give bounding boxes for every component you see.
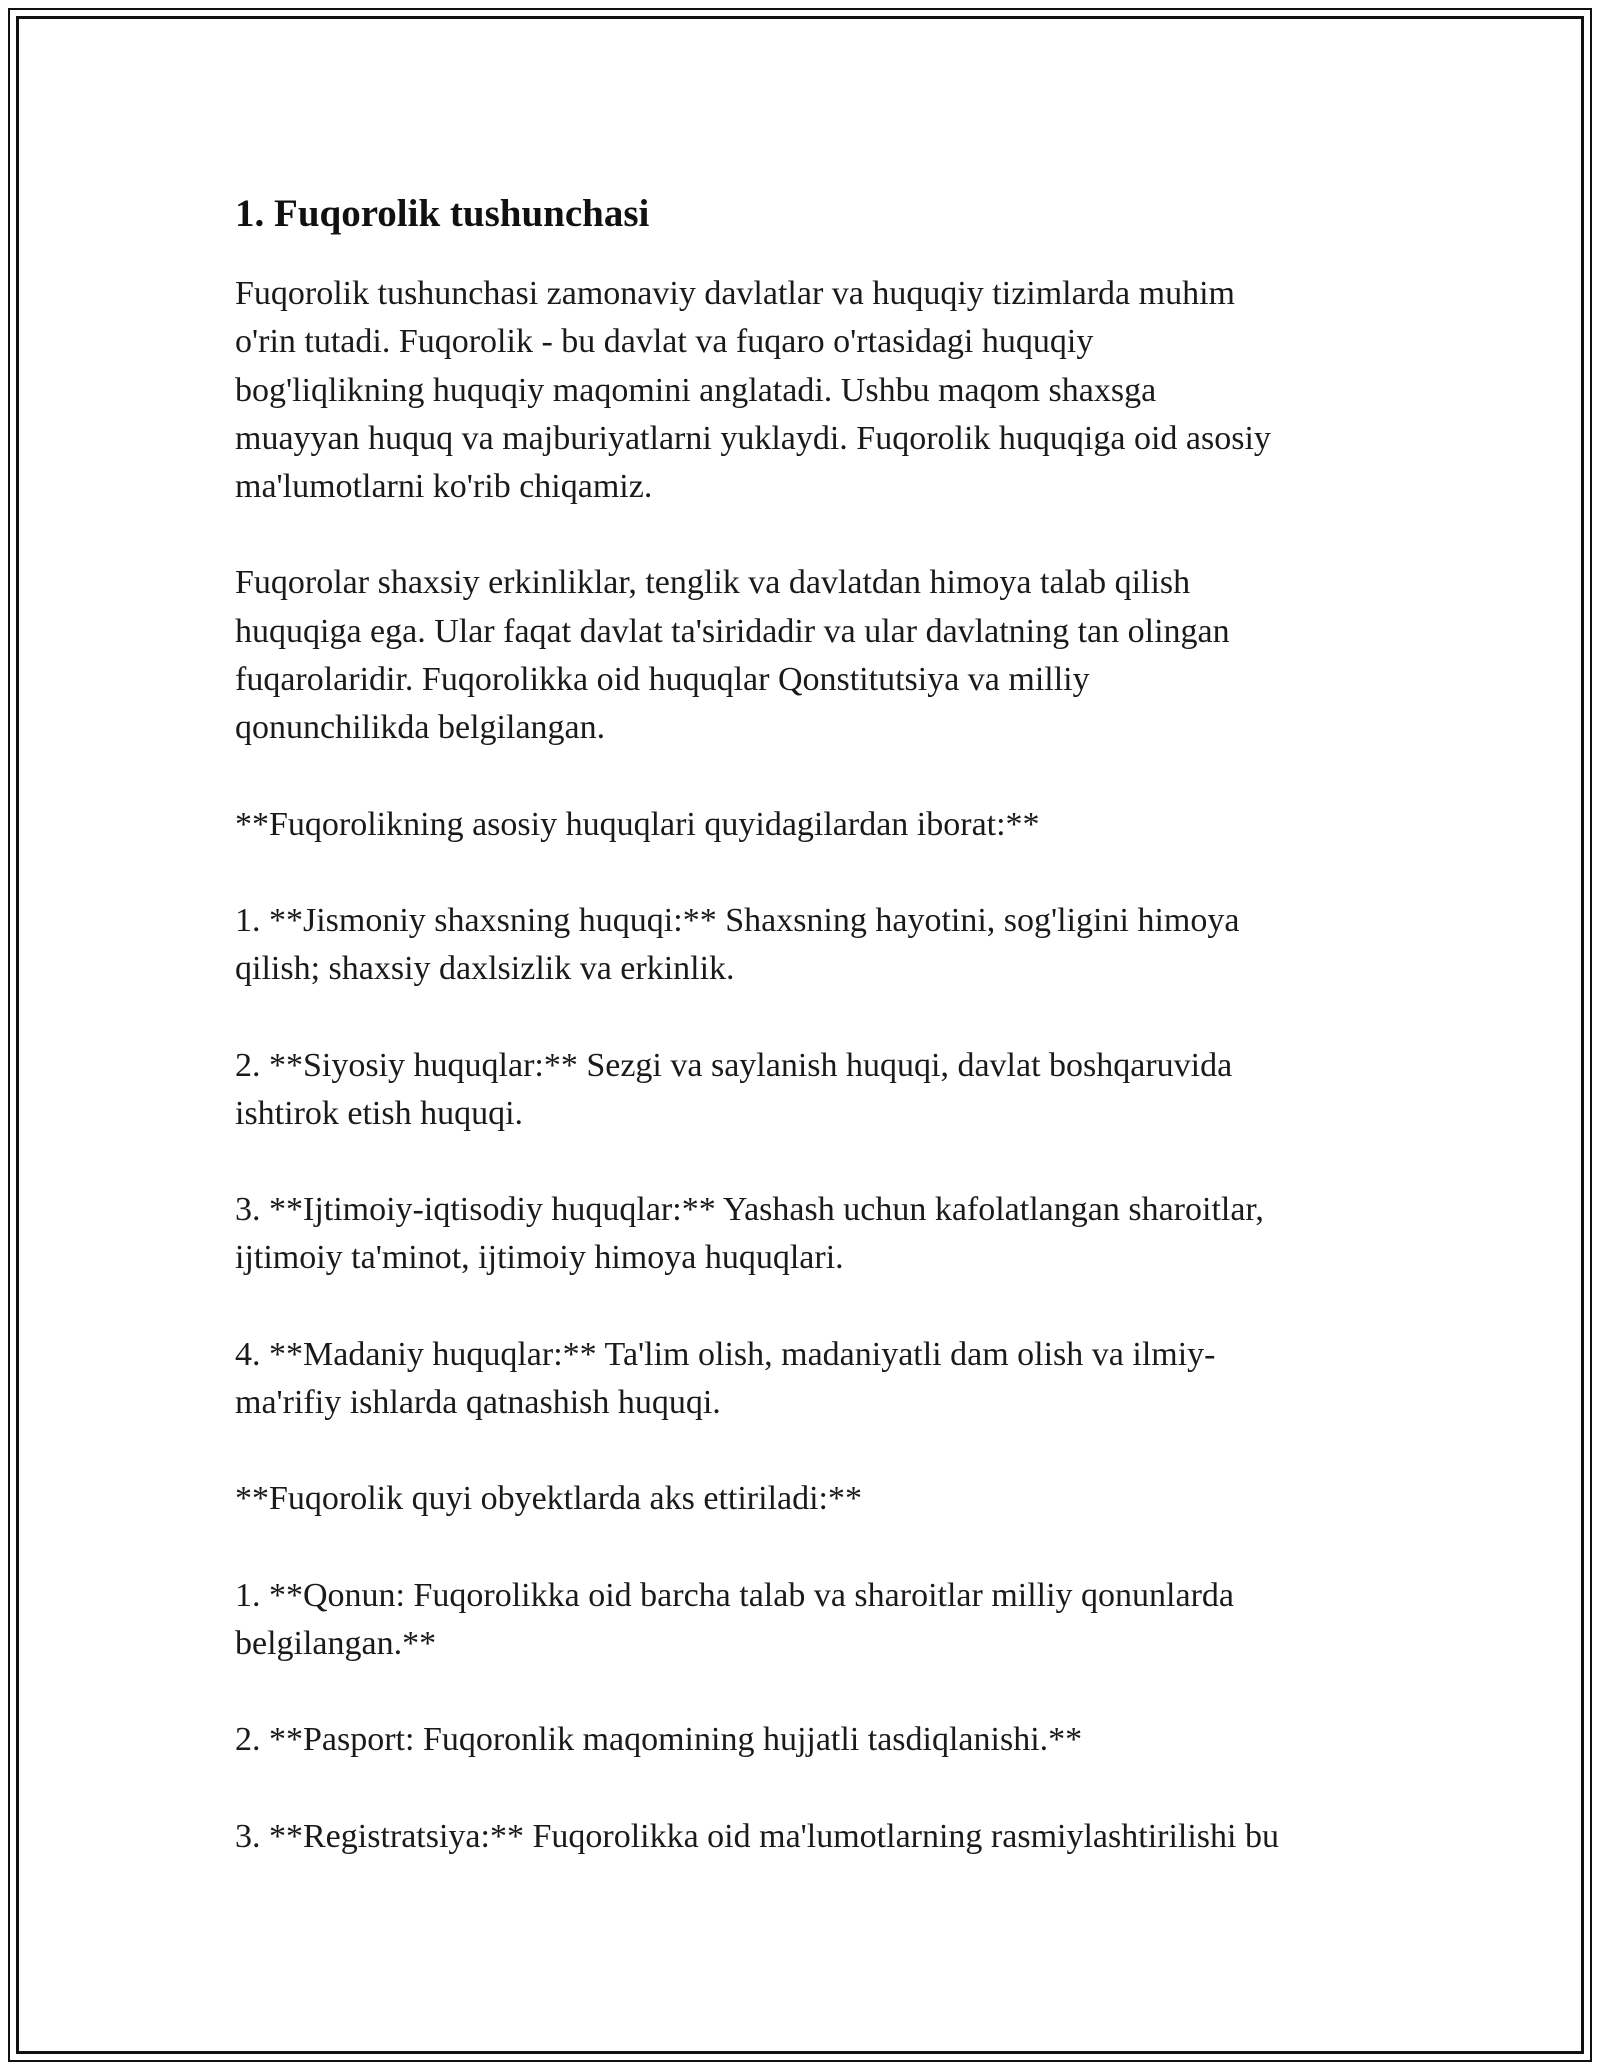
rights-heading: **Fuqorolikning asosiy huquqlari quyidagilardan iborat:**: [235, 805, 1040, 843]
document-body: [235, 186, 1365, 1909]
page-title: 1. Fuqorolik tushunchasi: [235, 192, 650, 235]
list-item-registration: 3. **Registratsiya:** Fuqorolikka oid ma'lumotlarning rasmiylashtirilishi bu: [235, 1817, 1279, 1855]
list-item-socioeconomic-rights: 3. **Ijtimoiy-iqtisodiy huquqlar:** Yashash uchun kafolatlangan sharoitlar, ijtimoiy ta'minot, ijtimoiy himoya huquqlari.: [235, 1191, 1264, 1277]
list-item-law: 1. **Qonun: Fuqorolikka oid barcha talab va sharoitlar milliy qonunlarda belgilangan.**: [235, 1576, 1234, 1662]
objects-heading: **Fuqorolik quyi obyektlarda aks ettiriladi:**: [235, 1480, 863, 1518]
rights-paragraph: Fuqorolar shaxsiy erkinliklar, tenglik va davlatdan himoya talab qilish huquqiga ega. Ular faqat davlat ta'siridadir va ular davlatning tan olingan fuqarolaridir. Fuqorolikka oid huquqlar Qonstitutsiya va milliy qonunchilikda belgilangan.: [235, 564, 1230, 747]
list-item-physical-rights: 1. **Jismoniy shaxsning huquqi:** Shaxsning hayotini, sog'ligini himoya qilish; shaxsiy daxlsizlik va erkinlik.: [235, 901, 1240, 988]
list-item-cultural-rights: 4. **Madaniy huquqlar:** Ta'lim olish, madaniyatli dam olish va ilmiy- ma'rifiy ishlarda qatnashish huquqi.: [235, 1335, 1216, 1422]
list-item-passport: 2. **Pasport: Fuqoronlik maqomining hujjatli tasdiqlanishi.**: [235, 1721, 1083, 1759]
list-item-political-rights: 2. **Siyosiy huquqlar:** Sezgi va saylanish huquqi, davlat boshqaruvida ishtirok etish huquqi.: [235, 1046, 1233, 1132]
intro-paragraph: Fuqorolik tushunchasi zamonaviy davlatlar va huquqiy tizimlarda muhim o'rin tutadi. Fuqorolik - bu davlat va fuqaro o'rtasidagi huquqiy bog'liqlikning huquqiy maqomini anglatadi. Ushbu maqom shaxsga muayyan huquq va majburiyatlarni yuklaydi. Fuqorolik huquqiga oid asosiy ma'lumotlarni ko'rib chiqamiz.: [235, 275, 1271, 506]
